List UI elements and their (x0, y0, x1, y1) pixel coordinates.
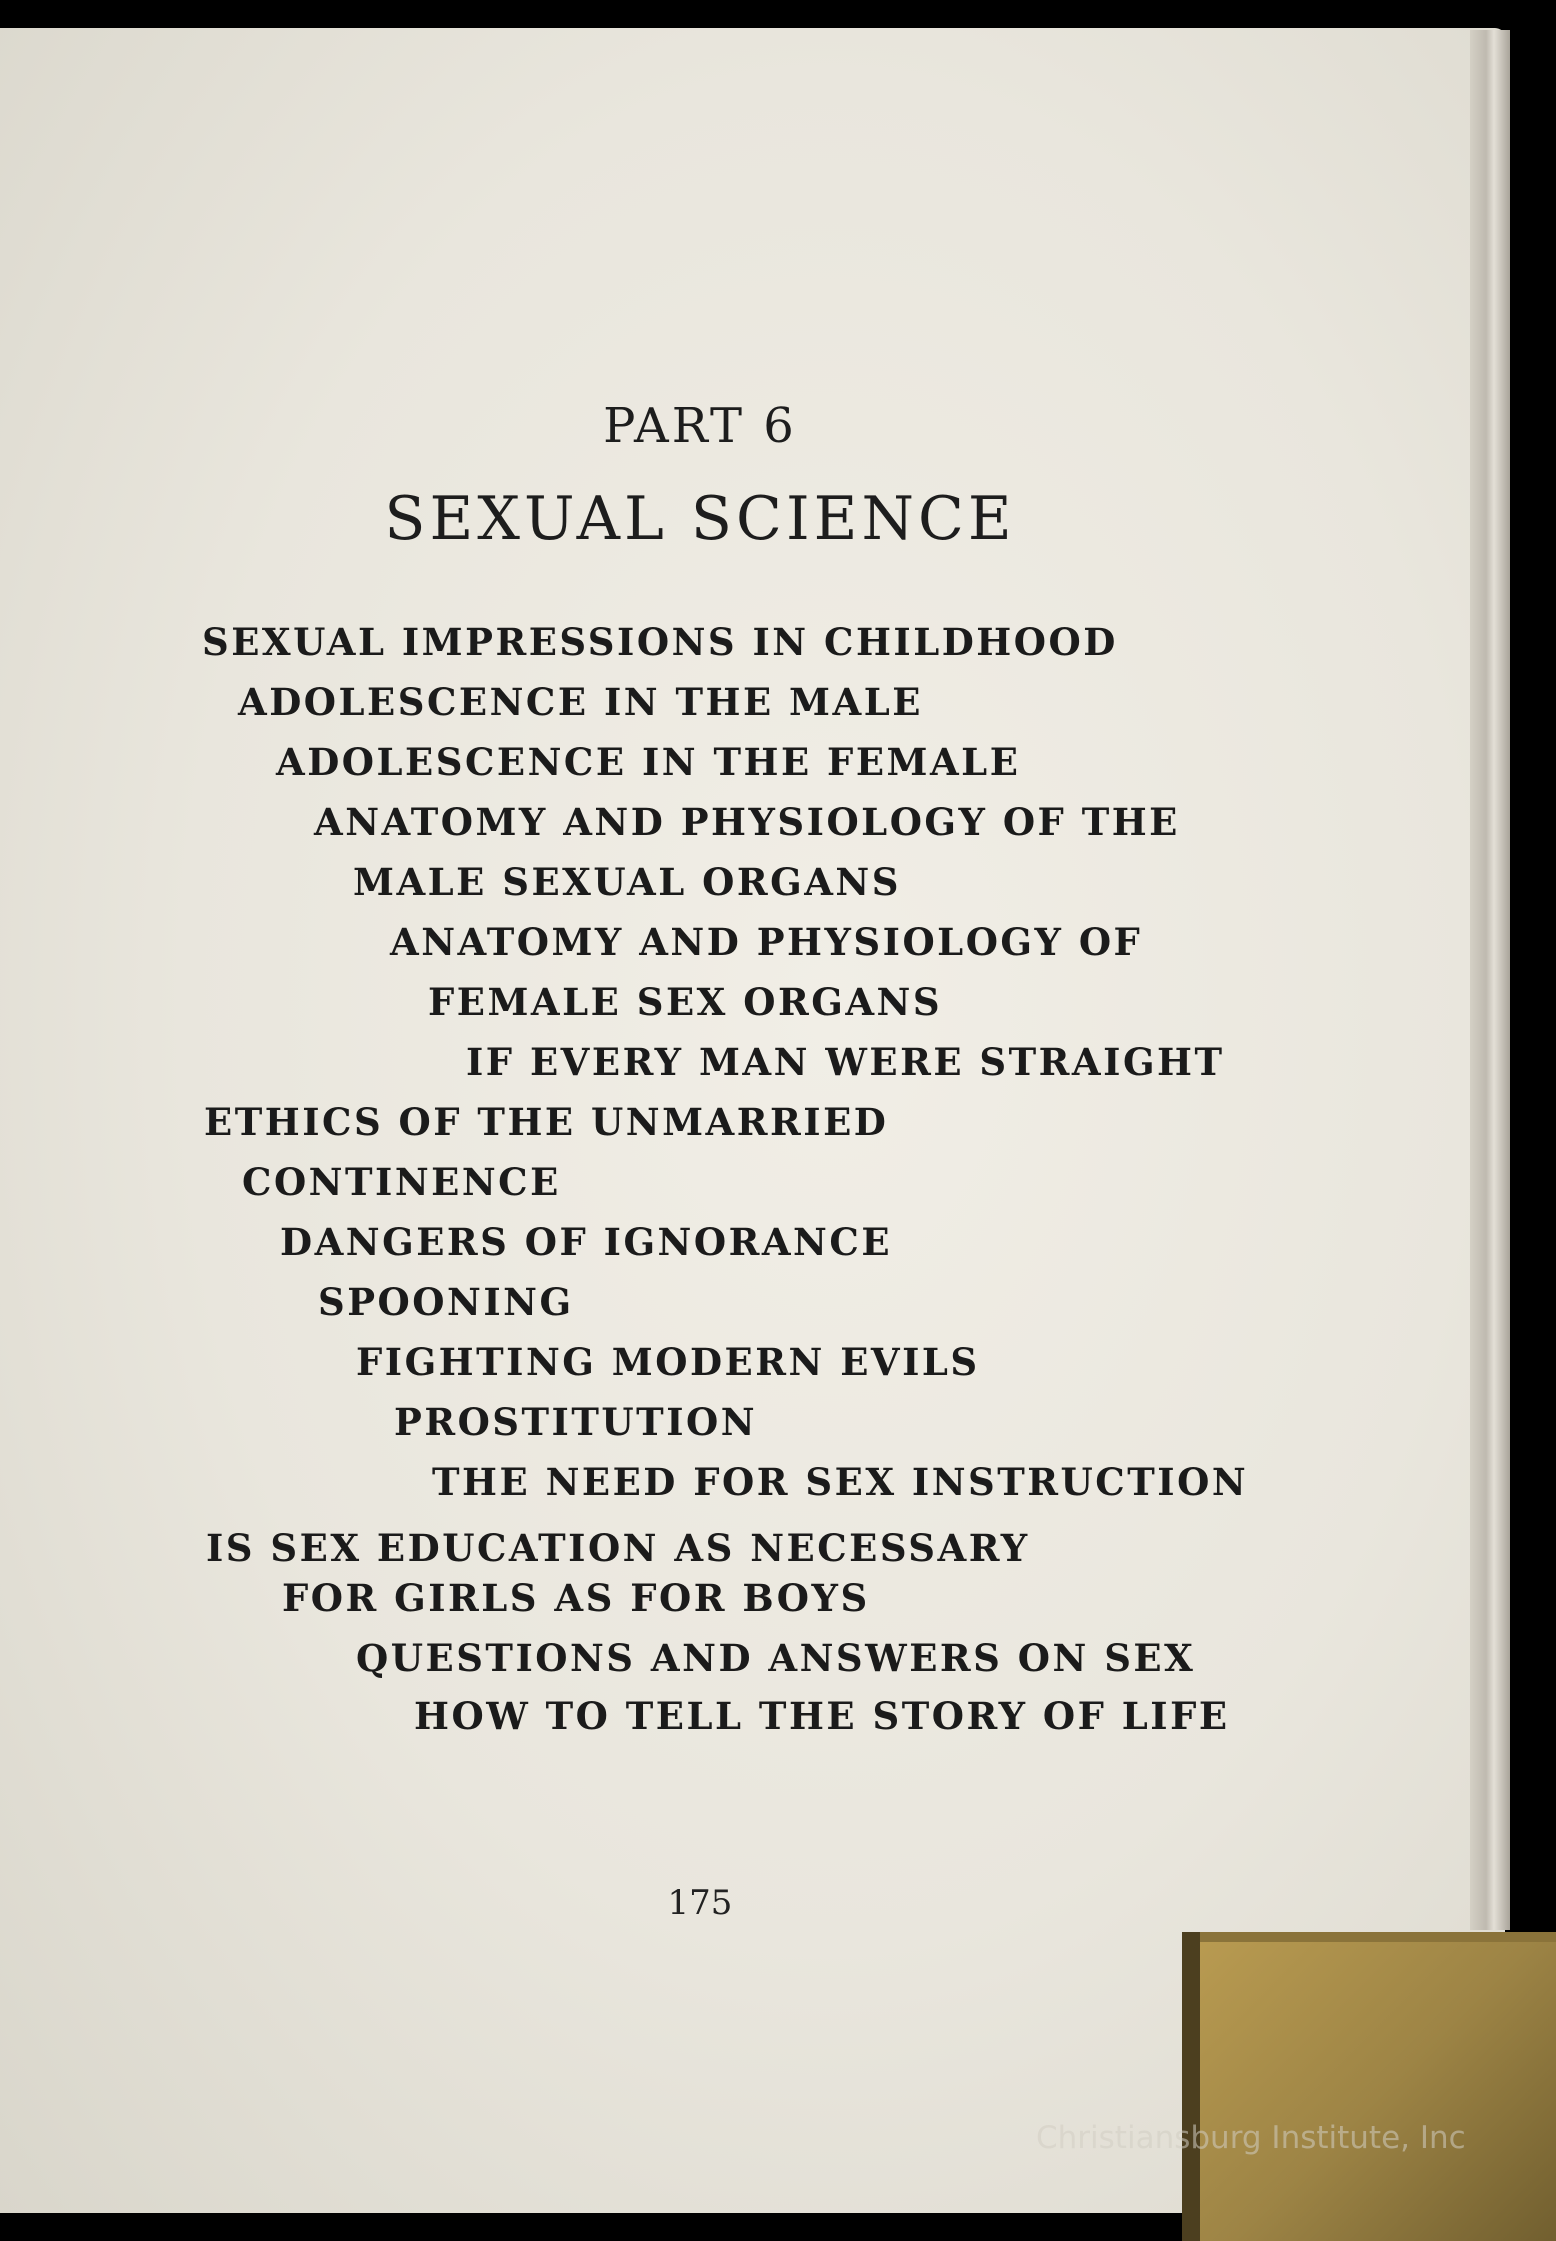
list-item: ADOLESCENCE IN THE MALE (238, 680, 923, 724)
list-item: THE NEED FOR SEX INSTRUCTION (432, 1460, 1249, 1504)
list-item: MALE SEXUAL ORGANS (353, 860, 901, 904)
list-item: ANATOMY AND PHYSIOLOGY OF (390, 920, 1143, 964)
page-edges (1470, 30, 1510, 1930)
list-item: SEXUAL IMPRESSIONS IN CHILDHOOD (202, 620, 1118, 664)
page-number: 175 (667, 1883, 733, 1923)
part-heading: PART 6 (603, 398, 797, 454)
list-item: FIGHTING MODERN EVILS (356, 1340, 980, 1384)
list-item: QUESTIONS AND ANSWERS ON SEX (356, 1636, 1196, 1680)
book-stand (1182, 1932, 1556, 2241)
list-item: FEMALE SEX ORGANS (428, 980, 943, 1024)
section-title: SEXUAL SCIENCE (384, 484, 1016, 554)
list-item: ETHICS OF THE UNMARRIED (204, 1100, 889, 1144)
list-item: ADOLESCENCE IN THE FEMALE (276, 740, 1021, 784)
list-item: DANGERS OF IGNORANCE (280, 1220, 893, 1264)
list-item: FOR GIRLS AS FOR BOYS (282, 1576, 870, 1620)
list-item: IS SEX EDUCATION AS NECESSARY (206, 1526, 1030, 1570)
list-item: IF EVERY MAN WERE STRAIGHT (466, 1040, 1225, 1084)
list-item: PROSTITUTION (394, 1400, 758, 1444)
list-item: SPOONING (318, 1280, 574, 1324)
list-item: HOW TO TELL THE STORY OF LIFE (414, 1694, 1230, 1738)
list-item: CONTINENCE (242, 1160, 561, 1204)
list-item: ANATOMY AND PHYSIOLOGY OF THE (314, 800, 1180, 844)
watermark: Christiansburg Institute, Inc (1036, 2120, 1466, 2156)
